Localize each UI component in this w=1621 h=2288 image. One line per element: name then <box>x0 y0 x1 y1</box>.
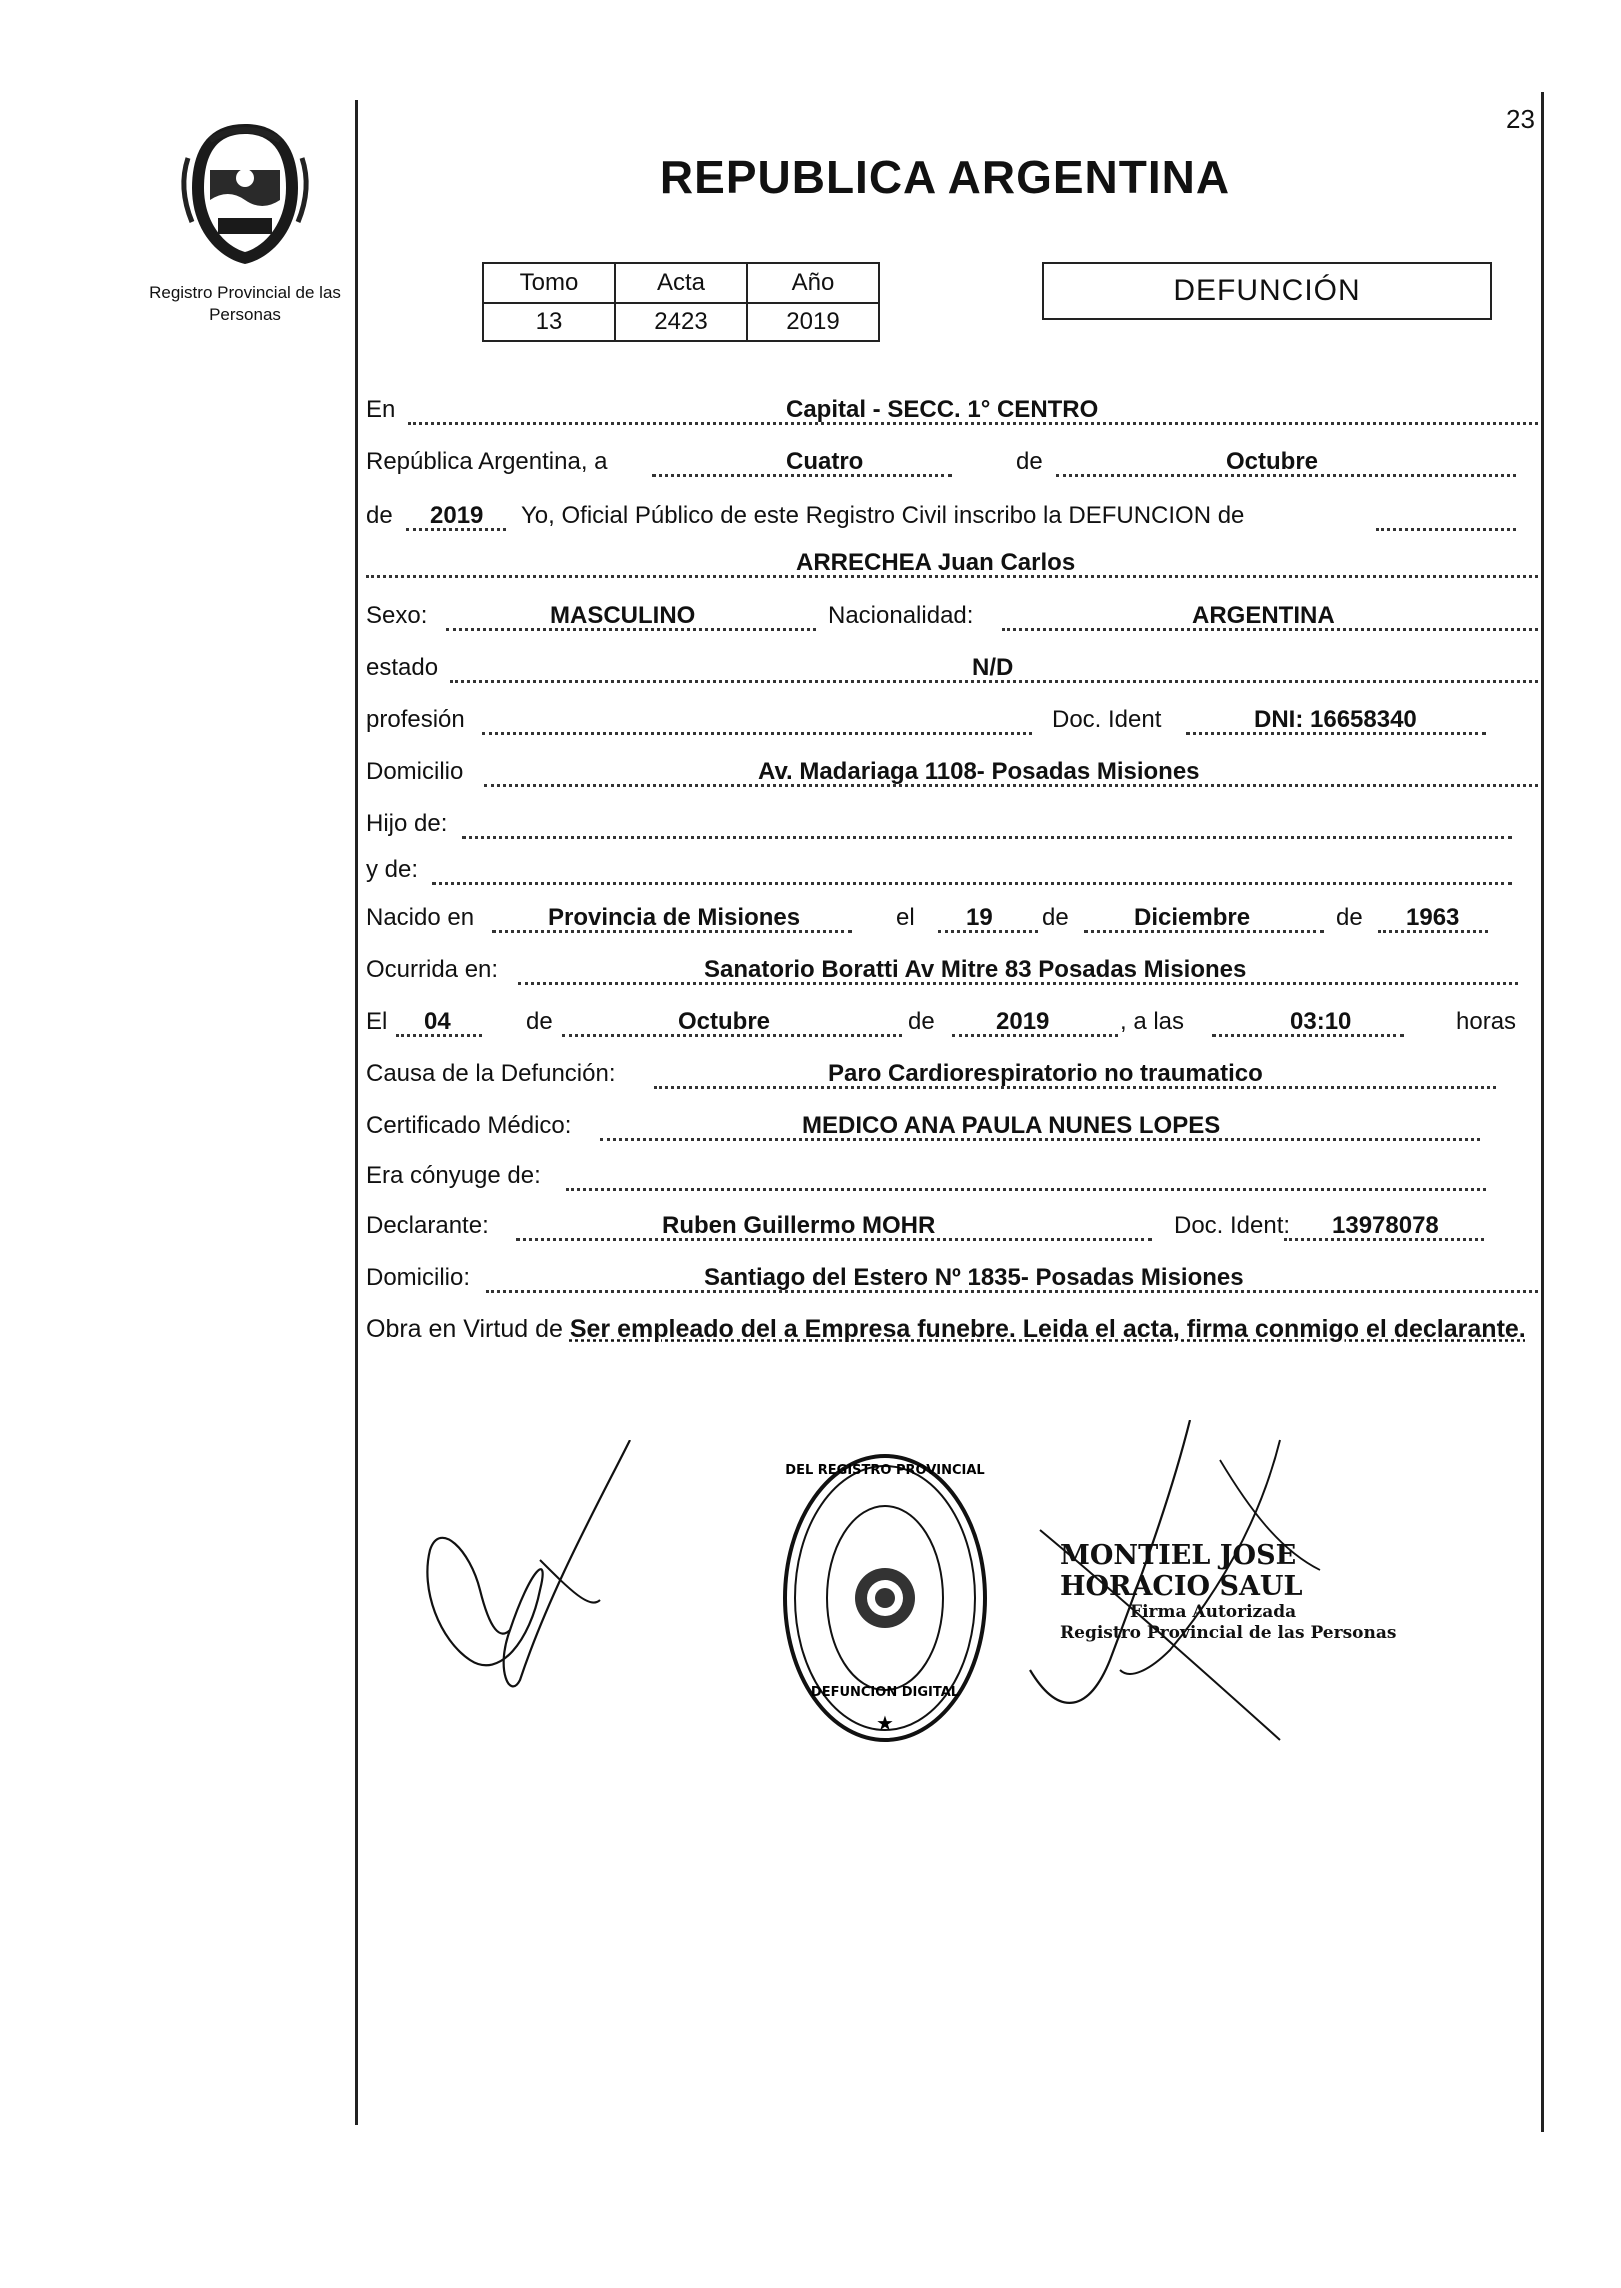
document-title: REPUBLICA ARGENTINA <box>659 151 1231 203</box>
hijo-label: Hijo de: <box>366 810 448 837</box>
obra-label: Obra en Virtud de <box>366 1315 563 1343</box>
republica-label: República Argentina, a <box>366 448 608 475</box>
profesion-dotline <box>482 732 1032 735</box>
fecha-mes: Octubre <box>678 1008 771 1035</box>
row-nombre <box>366 543 1542 583</box>
svg-text:DEL REGISTRO PROVINCIAL: DEL REGISTRO PROVINCIAL <box>785 1463 985 1478</box>
row-domicilio-declarante <box>366 1258 1542 1298</box>
nacido-de2-label: de <box>1336 904 1363 931</box>
doc-label: Doc. Ident <box>1052 706 1162 733</box>
certificado-value: MEDICO ANA PAULA NUNES LOPES <box>802 1112 1221 1139</box>
de-anio-label: de <box>366 502 393 529</box>
fallecido-nombre: ARRECHEA Juan Carlos <box>796 549 1076 576</box>
official-stamp <box>1060 1540 1400 1644</box>
row-anio <box>366 496 1542 536</box>
conyuge-dotline <box>566 1188 1486 1191</box>
record-table <box>482 262 880 342</box>
ocurrida-label: Ocurrida en: <box>366 956 499 983</box>
domicilio2-label: Domicilio: <box>366 1264 471 1291</box>
issuer-name: Registro Provincial de las Personas <box>149 283 341 324</box>
nacido-de-label: de <box>1042 904 1069 931</box>
estado-label: estado <box>366 654 439 681</box>
conyuge-label: Era cónyuge de: <box>366 1162 541 1189</box>
el-label: El <box>366 1008 388 1035</box>
doc2-value: 13978078 <box>1332 1212 1439 1239</box>
declarante-value: Ruben Guillermo MOHR <box>662 1212 936 1239</box>
profesion-label: profesión <box>366 706 465 733</box>
record-type-box: DEFUNCIÓN <box>1042 262 1492 320</box>
row-conyuge <box>366 1156 1542 1196</box>
acta-header: Acta <box>615 263 747 303</box>
nacido-anio: 1963 <box>1406 904 1460 931</box>
nacido-label: Nacido en <box>366 904 475 931</box>
coat-of-arms-logo <box>170 118 320 268</box>
domicilio2-value: Santiago del Estero Nº 1835- Posadas Misiones <box>704 1264 1244 1291</box>
official-seal <box>780 1448 990 1748</box>
hora-value: 03:10 <box>1290 1008 1352 1035</box>
row-nacido <box>366 898 1542 938</box>
ocurrida-value: Sanatorio Boratti Av Mitre 83 Posadas Misiones <box>704 956 1247 983</box>
nacido-lugar: Provincia de Misiones <box>548 904 801 931</box>
nacido-dia: 19 <box>966 904 993 931</box>
row-domicilio <box>366 752 1542 792</box>
fecha-anio: 2019 <box>996 1008 1050 1035</box>
fecha-de-label: de <box>526 1008 553 1035</box>
obra-en-virtud <box>366 1310 1542 1348</box>
yde-dotline <box>432 882 1512 885</box>
official-line2: Registro Provincial de las Personas <box>1060 1623 1397 1643</box>
row-declarante <box>366 1206 1542 1246</box>
alas-label: , a las <box>1120 1008 1185 1035</box>
doc-value: DNI: 16658340 <box>1254 706 1417 733</box>
nacido-mes: Diciembre <box>1134 904 1251 931</box>
tomo-header: Tomo <box>483 263 615 303</box>
svg-text:DEFUNCION DIGITAL: DEFUNCION DIGITAL <box>810 1685 960 1700</box>
sexo-label: Sexo: <box>366 602 428 629</box>
svg-text:★: ★ <box>876 1711 894 1735</box>
nacionalidad-value: ARGENTINA <box>1192 602 1335 629</box>
en-label: En <box>366 396 396 423</box>
horas-label: horas <box>1456 1008 1517 1035</box>
declarante-label: Declarante: <box>366 1212 489 1239</box>
left-margin-rule <box>355 100 358 2125</box>
yo-dotline <box>1376 528 1516 531</box>
row-certificado <box>366 1106 1542 1146</box>
causa-label: Causa de la Defunción: <box>366 1060 616 1087</box>
row-causa <box>366 1054 1542 1094</box>
anio-header: Año <box>747 263 879 303</box>
official-name: MONTIEL JOSE HORACIO SAUL <box>1060 1540 1303 1602</box>
doc2-label: Doc. Ident: <box>1174 1212 1291 1239</box>
obra-value: Ser empleado del a Empresa funebre. Leida el acta, firma conmigo el declarante. <box>569 1315 1526 1343</box>
row-ocurrida <box>366 950 1542 990</box>
row-fecha-defuncion <box>366 1002 1542 1042</box>
anio-value: 2019 <box>430 502 484 529</box>
nacionalidad-label: Nacionalidad: <box>828 602 974 629</box>
row-y-de <box>366 850 1542 890</box>
acta-value: 2423 <box>615 303 747 341</box>
row-profesion <box>366 700 1542 740</box>
hijo-dotline <box>462 836 1512 839</box>
fecha-de2-label: de <box>908 1008 935 1035</box>
en-value: Capital - SECC. 1° CENTRO <box>786 396 1099 423</box>
yo-text: Yo, Oficial Público de este Registro Civil inscribo la DEFUNCION de <box>521 502 1245 529</box>
row-en <box>366 390 1542 430</box>
row-hijo-de <box>366 804 1542 844</box>
anio-value: 2019 <box>747 303 879 341</box>
sexo-value: MASCULINO <box>550 602 696 629</box>
official-line1: Firma Autorizada <box>1130 1602 1297 1622</box>
fecha-dia: 04 <box>424 1008 451 1035</box>
yde-label: y de: <box>366 856 419 883</box>
row-sexo <box>366 596 1542 636</box>
mes-value: Octubre <box>1226 448 1319 475</box>
nacido-el-label: el <box>896 904 915 931</box>
page-number: 23 <box>1506 104 1535 134</box>
declarante-signature <box>400 1440 680 1700</box>
row-estado <box>366 648 1542 688</box>
domicilio-label: Domicilio <box>366 758 464 785</box>
row-fecha-inscripcion <box>366 442 1542 482</box>
certificado-label: Certificado Médico: <box>366 1112 572 1139</box>
de-label: de <box>1016 448 1043 475</box>
estado-value: N/D <box>972 654 1014 681</box>
tomo-value: 13 <box>483 303 615 341</box>
domicilio-value: Av. Madariaga 1108- Posadas Misiones <box>758 758 1200 785</box>
dia-value: Cuatro <box>786 448 864 475</box>
causa-value: Paro Cardiorespiratorio no traumatico <box>828 1060 1263 1087</box>
